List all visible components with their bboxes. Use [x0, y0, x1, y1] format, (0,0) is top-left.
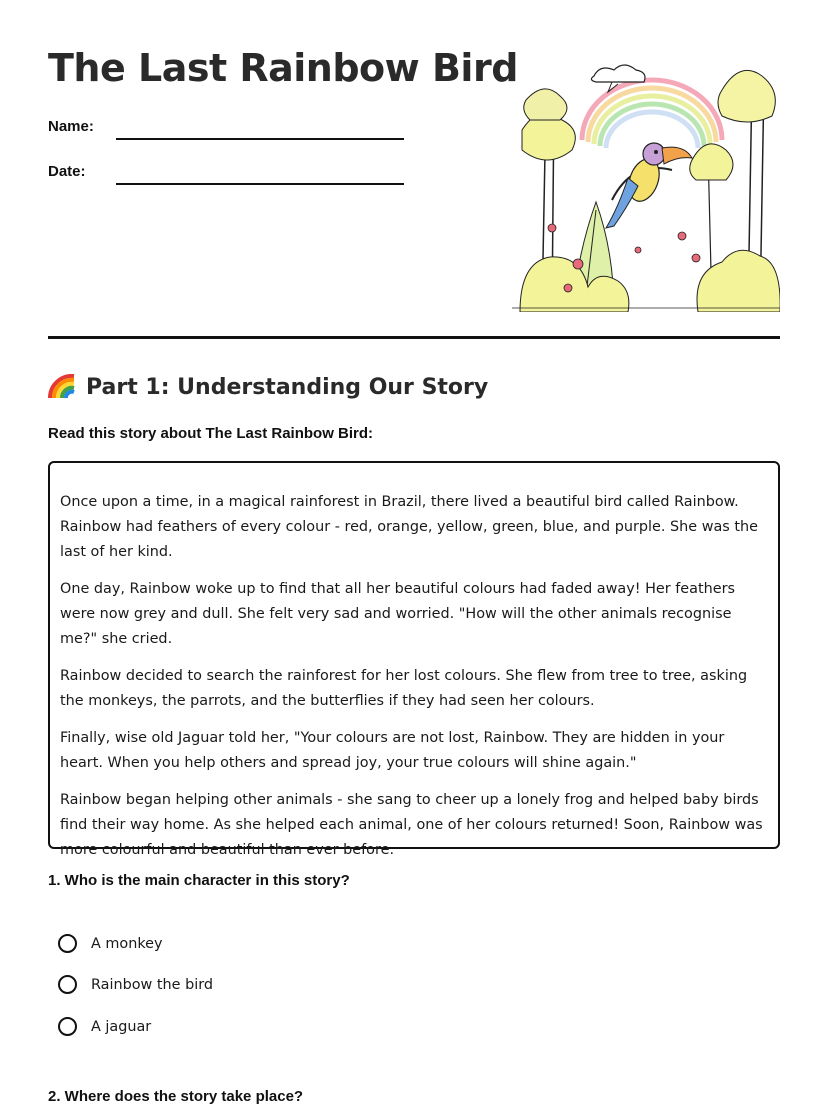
- question-1-option-2[interactable]: [58, 975, 213, 994]
- rainbow-icon: [48, 374, 78, 400]
- option-label: A jaguar: [91, 1018, 152, 1035]
- rainforest-toucan-rainbow-illustration: [512, 50, 780, 312]
- question-1-option-3[interactable]: [58, 1017, 151, 1036]
- part1-heading-text: Part 1: Understanding Our Story: [86, 374, 489, 400]
- story-intro: Read this story about The Last Rainbow Bird:: [48, 425, 374, 442]
- name-field[interactable]: [116, 138, 404, 140]
- date-field[interactable]: [116, 183, 404, 185]
- story-paragraph: Finally, wise old Jaguar told her, "Your colours are not lost, Rainbow. They are hidden in your heart. When you help others and spread joy, your true colours will shine again.": [60, 730, 725, 771]
- option-label: A monkey: [91, 935, 163, 952]
- radio-button[interactable]: [58, 934, 77, 953]
- part1-heading: [48, 374, 488, 400]
- story-paragraph: Once upon a time, in a magical rainforest in Brazil, there lived a beautiful bird called Rainbow. Rainbow had feathers of every colour - red, orange, yellow, green, blue, and purple. She was the last of her kind.: [60, 494, 758, 560]
- section-divider: [48, 336, 780, 339]
- radio-button[interactable]: [58, 975, 77, 994]
- question-2-text: 2. Where does the story take place?: [48, 1088, 304, 1105]
- story-paragraph: Rainbow decided to search the rainforest for her lost colours. She flew from tree to tree, asking the monkeys, the parrots, and the butterflies if they had seen her colours.: [60, 668, 748, 709]
- question-1-option-1[interactable]: [58, 934, 163, 953]
- story-paragraph: Rainbow began helping other animals - she sang to cheer up a lonely frog and helped baby birds find their way home. As she helped each animal, one of her colours returned! Soon, Rainbow was more colourful and beautiful than ever before.: [60, 792, 763, 858]
- worksheet-title: The Last Rainbow Bird: [48, 46, 518, 90]
- radio-button[interactable]: [58, 1017, 77, 1036]
- story-paragraph: One day, Rainbow woke up to find that all her beautiful colours had faded away! Her feathers were now grey and dull. She felt very sad and worried. "How will the other animals recognise me?" she cried.: [60, 581, 736, 647]
- date-label: Date:: [48, 163, 86, 180]
- option-label: Rainbow the bird: [91, 976, 214, 993]
- name-label: Name:: [48, 118, 94, 135]
- question-1-text: 1. Who is the main character in this story?: [48, 872, 350, 889]
- story-box: [48, 461, 780, 858]
